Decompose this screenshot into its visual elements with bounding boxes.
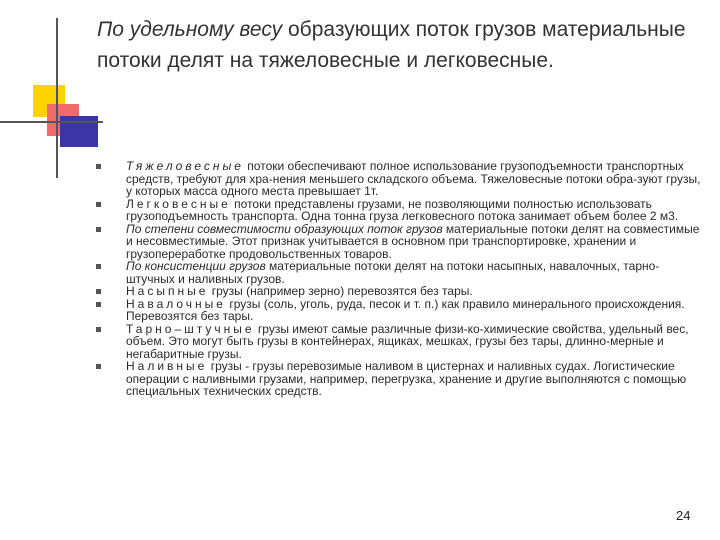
bullet-square-icon [96,264,101,269]
bullet-lead: По консистенции грузов [126,259,266,273]
bullet-text: грузы (соль, уголь, руда, песок и т. п.) как правило минерального происхождения. Перевозятся без тары. [126,296,685,323]
title-italic-lead: По удельному весу [97,18,283,41]
bullet-square-icon [96,302,101,307]
bullet-text: материальные потоки делят на потоки насыпных, навалочных, тарно-штучных и наливных грузов. [126,259,660,286]
bullet-lead: Навалочные [126,296,226,311]
bullet-square-icon [96,327,101,332]
page-number: 24 [676,508,691,523]
list-item [96,160,702,198]
bullet-lead: Тарно–штучные [126,321,255,336]
decorative-vertical-line [56,18,58,178]
list-item [96,260,702,285]
decorative-horizontal-line [0,121,103,123]
bullet-square-icon [96,164,101,169]
bullet-square-icon [96,289,101,294]
bullet-list [96,160,702,398]
list-item [96,298,702,323]
bullet-square-icon [96,364,101,369]
list-item [96,323,702,361]
title-rest: образующих поток грузов материальные потоки делят на тяжеловесные и легковесные. [97,18,686,72]
bullet-lead: Насыпные [126,284,209,298]
bullet-lead: Легковесные [126,196,231,211]
bullet-text: грузы - грузы перевозимые наливом в цистернах и наливных судах. Логистические операции с наливными грузами, например, перегрузка, хранение и другие выполняются с помощью специальных технических средств. [126,359,687,398]
bullet-text: потоки обеспечивают полное использование грузоподъемности транспортных средств, требуют для хра-нения меньшего складского объема. Тяжеловесные потоки обра-зуют грузы, у которых масса одного места превышает 1т. [126,159,701,198]
bullet-lead: По степени совместимости образующих поток грузов [126,221,443,236]
bullet-text: материальные потоки делят на совместимые и несовместимые. Этот признак учитывается в основном при транспортировке, хранении и грузопереработке продовольственных товаров. [126,221,700,261]
list-item [96,223,702,261]
bullet-text: грузы имеют самые различные физи-ко-химические свойства, удельный вес, объем. Это могут быть грузы в контейнерах, ящиках, мешках, грузы без тары, длинно-мерные и негабаритные грузы. [126,321,689,361]
bullet-square-icon [96,202,101,207]
slide-title [97,14,697,76]
bullet-square-icon [96,227,101,232]
bullet-lead: Наливные [126,359,208,373]
bullet-lead: Тяжеловесные [126,159,244,173]
list-item [96,198,702,223]
bullet-text: грузы (например зерно) перевозятся без тары. [208,284,473,298]
bullet-text: потоки представлены грузами, не позволяющими полностью использовать грузоподъемность транспорта. Одна тонна груза легковесного потока занимает объем более 2 м3. [126,196,679,223]
list-item [96,360,702,398]
